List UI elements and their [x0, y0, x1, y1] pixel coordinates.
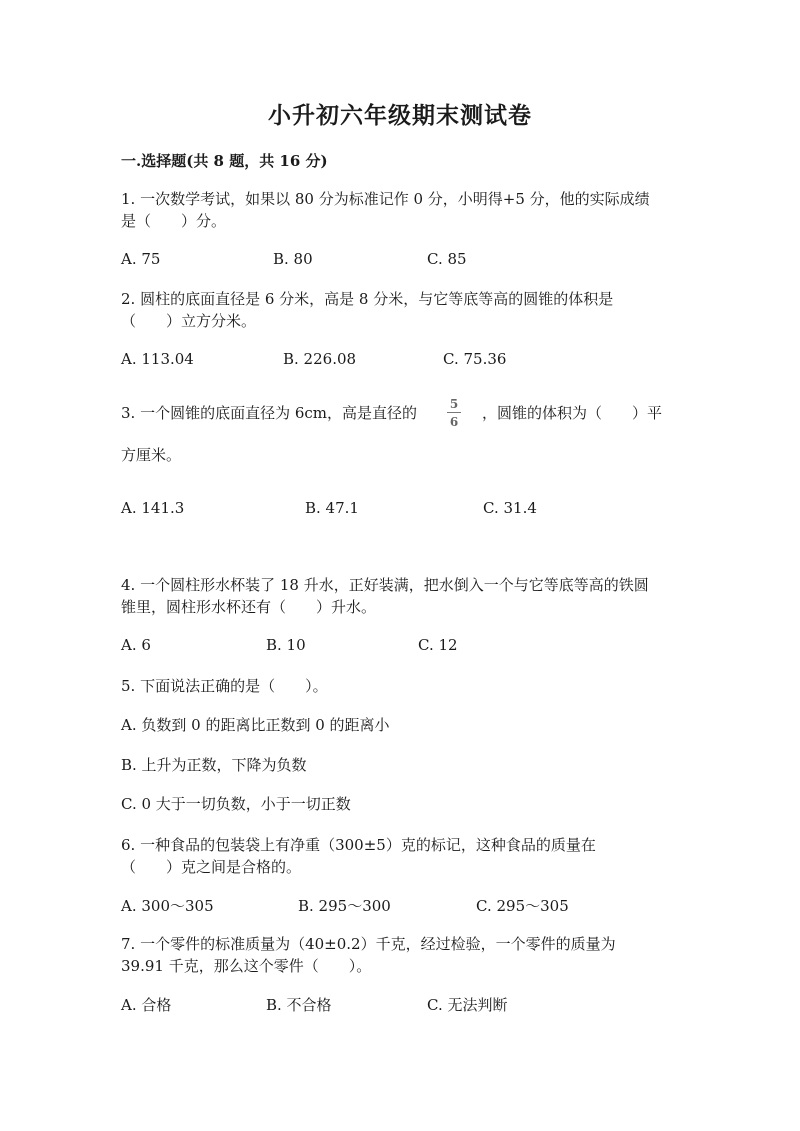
- page-title: 小升初六年级期末测试卷: [268, 102, 532, 129]
- question-2-line-2: （ ）立方分米。: [121, 312, 257, 330]
- question-5-option-c: C. 0 大于一切负数，小于一切正数: [121, 795, 351, 813]
- question-1-option-b: B. 80: [273, 250, 313, 268]
- question-3-option-a: A. 141.3: [121, 499, 185, 517]
- fraction-denominator: 6: [449, 415, 459, 429]
- question-1-option-c: C. 85: [427, 250, 467, 268]
- question-1-line-2: 是（ ）分。: [121, 212, 227, 230]
- fraction-numerator: 5: [449, 397, 459, 411]
- question-2-option-c: C. 75.36: [443, 350, 507, 368]
- question-4-line-1: 4. 一个圆柱形水杯装了 18 升水，正好装满，把水倒入一个与它等底等高的铁圆: [121, 576, 649, 594]
- question-6-option-c: C. 295～305: [476, 897, 569, 915]
- question-6-option-b: B. 295～300: [298, 897, 391, 915]
- question-4-line-2: 锥里，圆柱形水杯还有（ ）升水。: [121, 598, 377, 616]
- question-3-option-b: B. 47.1: [305, 499, 359, 517]
- question-5-option-a: A. 负数到 0 的距离比正数到 0 的距离小: [121, 716, 390, 734]
- question-7-option-c: C. 无法判断: [427, 996, 508, 1014]
- question-3-option-c: C. 31.4: [483, 499, 537, 517]
- question-5-option-b: B. 上升为正数，下降为负数: [121, 756, 307, 774]
- fraction-five-sixths: [445, 398, 463, 428]
- question-7-option-b: B. 不合格: [266, 996, 332, 1014]
- question-7-line-1: 7. 一个零件的标准质量为（40±0.2）千克，经过检验，一个零件的质量为: [121, 935, 616, 953]
- question-5-line-1: 5. 下面说法正确的是（ ）。: [121, 677, 328, 695]
- question-7-line-2: 39.91 千克，那么这个零件（ ）。: [121, 957, 372, 975]
- question-1-option-a: A. 75: [121, 250, 161, 268]
- question-4-option-c: C. 12: [418, 636, 458, 654]
- question-7-option-a: A. 合格: [121, 996, 172, 1014]
- question-1-line-1: 1. 一次数学考试，如果以 80 分为标准记作 0 分，小明得+5 分，他的实际成绩: [121, 190, 650, 208]
- section-heading: 一.选择题(共 8 题，共 16 分): [121, 152, 328, 170]
- question-6-line-1: 6. 一种食品的包装袋上有净重（300±5）克的标记，这种食品的质量在: [121, 836, 596, 854]
- question-3-line-2: 方厘米。: [121, 446, 182, 464]
- question-6-line-2: （ ）克之间是合格的。: [121, 858, 302, 876]
- question-3-line-1-part-b: ，圆锥的体积为（ ）平: [482, 404, 663, 422]
- question-4-option-b: B. 10: [266, 636, 306, 654]
- question-6-option-a: A. 300～305: [121, 897, 214, 915]
- question-4-option-a: A. 6: [121, 636, 151, 654]
- question-2-line-1: 2. 圆柱的底面直径是 6 分米，高是 8 分米，与它等底等高的圆锥的体积是: [121, 290, 614, 308]
- question-3-line-1-part-a: 3. 一个圆锥的底面直径为 6cm，高是直径的: [121, 404, 418, 422]
- question-2-option-b: B. 226.08: [283, 350, 357, 368]
- question-2-option-a: A. 113.04: [121, 350, 194, 368]
